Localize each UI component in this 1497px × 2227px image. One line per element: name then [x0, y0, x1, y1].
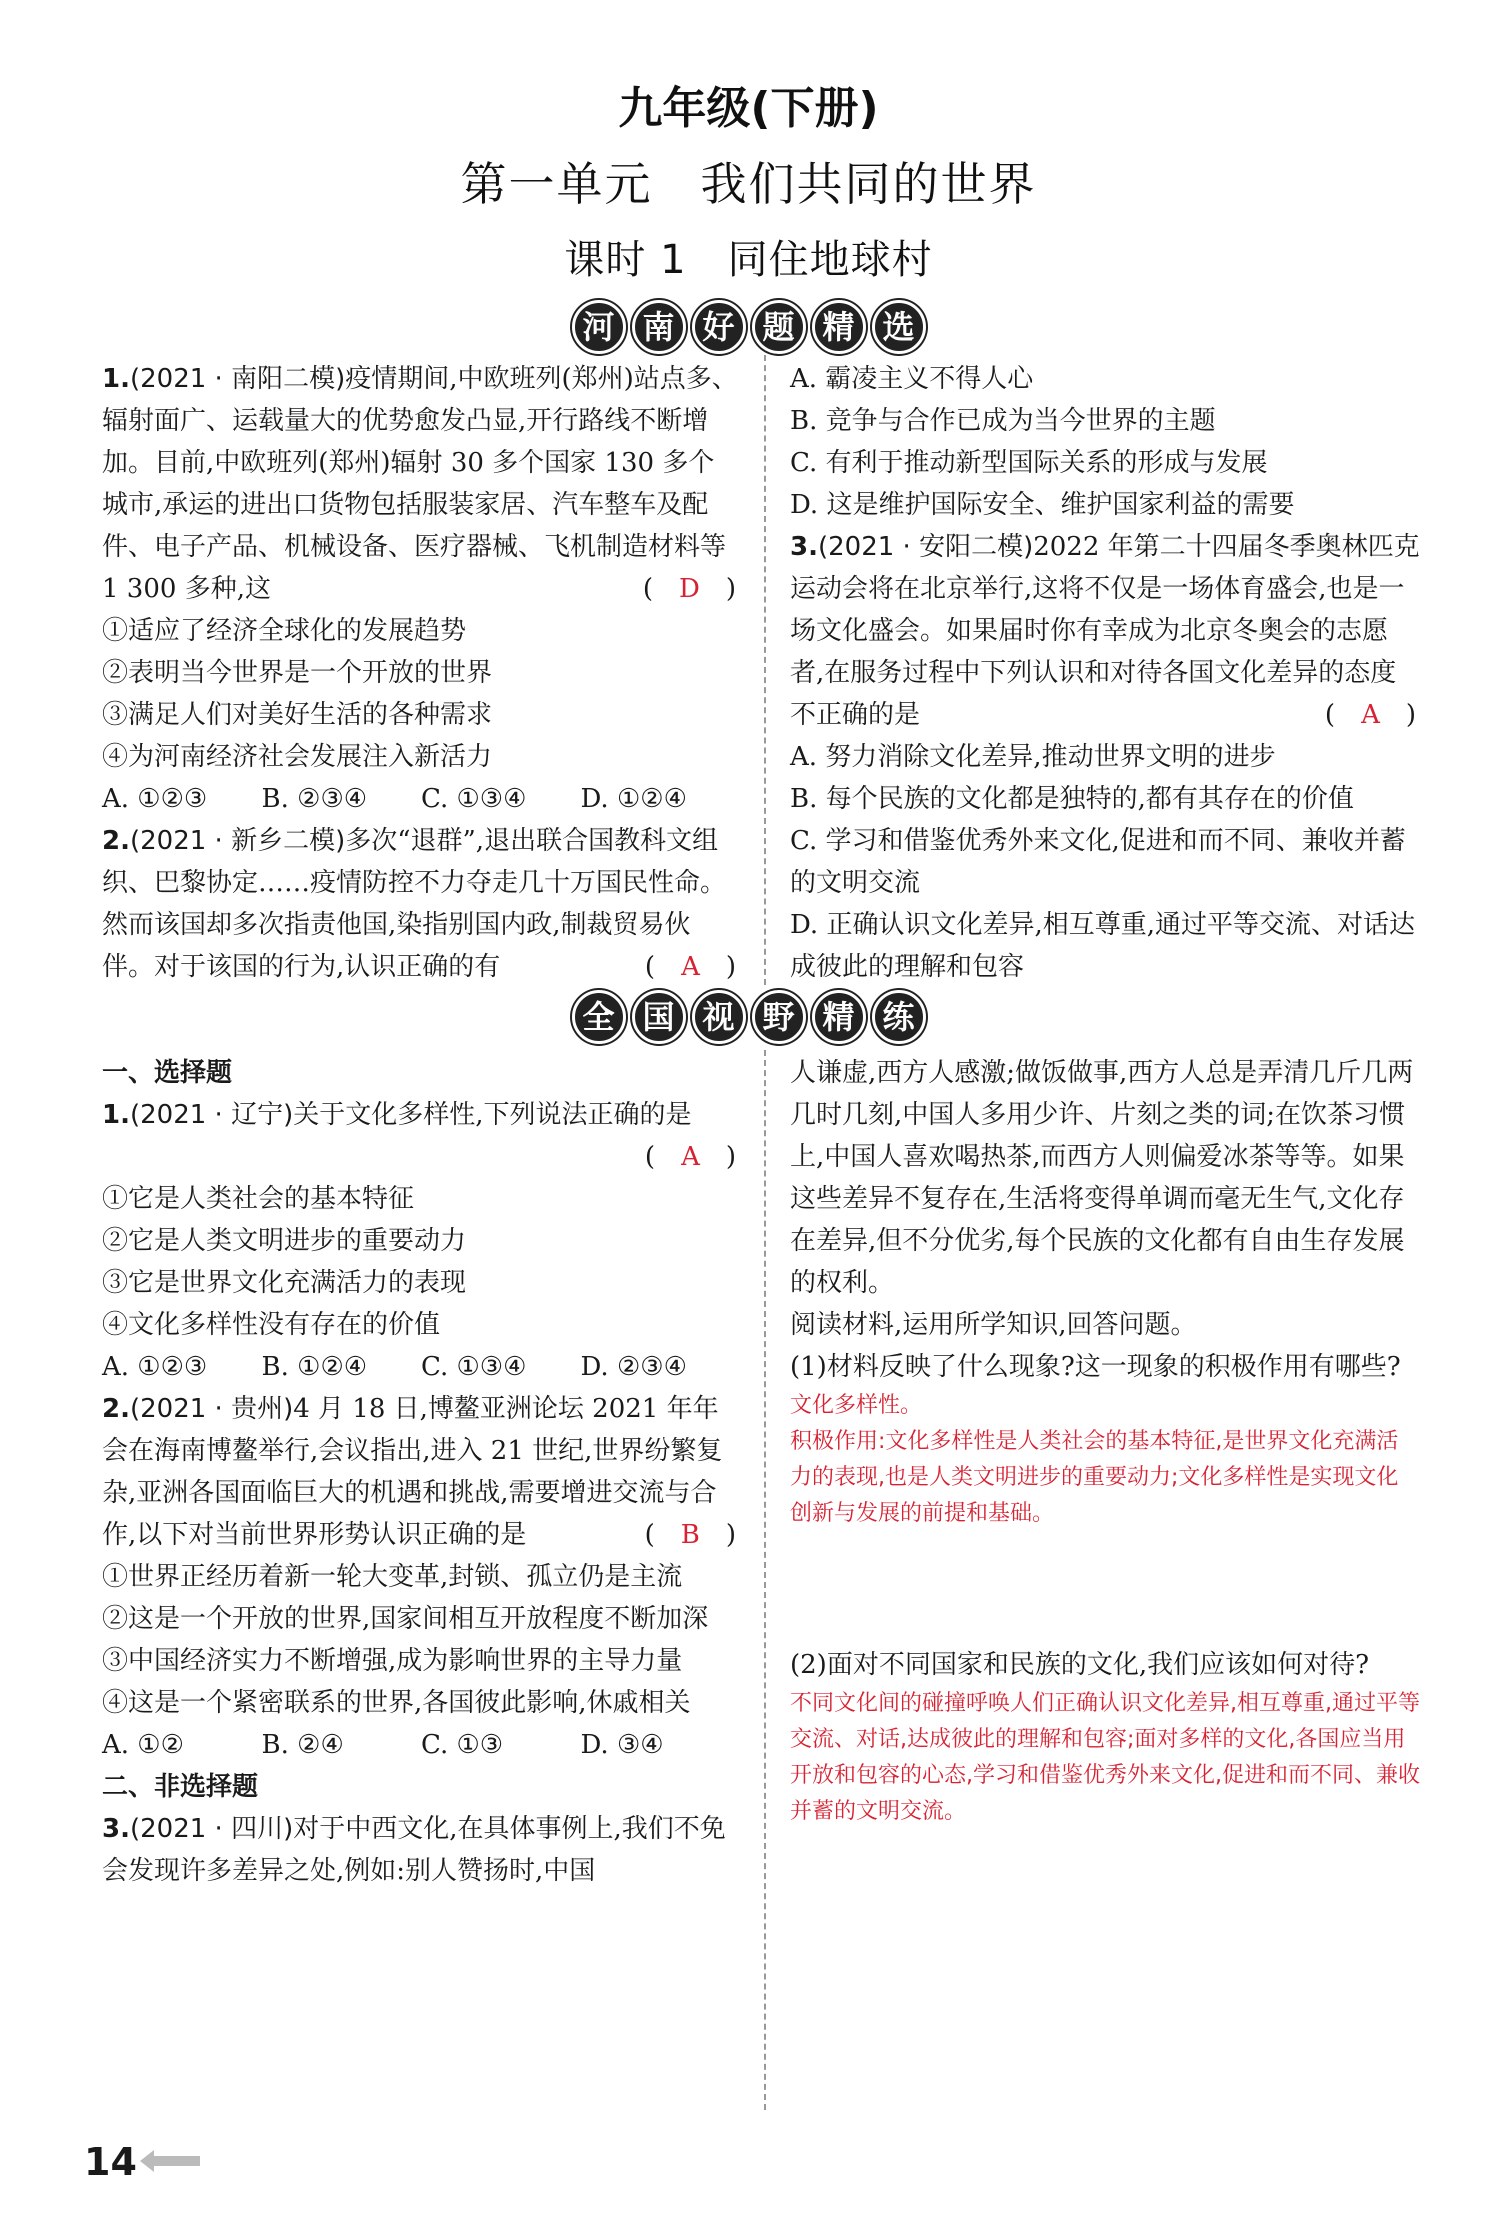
answer-bracket: ( B )	[644, 1520, 736, 1550]
options-row	[102, 778, 740, 820]
handwritten-answer: 文化多样性。	[790, 1393, 923, 1418]
options-row	[102, 1724, 740, 1766]
banner-char: 视	[692, 990, 746, 1044]
column-divider	[764, 355, 766, 985]
question-henan-2: 2.(2021 · 新乡二模)多次“退群”,退出联合国教科文组织、巴黎协定……疫情防控不力夺走几十万国民性命。然而该国却多次指责他国,染指别国内政,制裁贸易伙伴。对于该国的行为,认识正确的有 ( A )	[102, 820, 740, 988]
item: ④为河南经济社会发展注入新活力	[102, 742, 493, 772]
section-heading: 一、选择题	[102, 1058, 233, 1088]
banner-char: 题	[752, 300, 806, 354]
option: C. ①③④	[421, 1352, 527, 1382]
lesson-title: 课时 1 同住地球村	[564, 237, 933, 283]
national-banner	[0, 990, 1497, 1044]
option: B. 竞争与合作已成为当今世界的主题	[790, 406, 1216, 436]
option: C. ①③④	[421, 784, 527, 814]
unit-title: 第一单元 我们共同的世界	[460, 157, 1037, 211]
section-heading: 二、非选择题	[102, 1772, 259, 1802]
national-left-column	[102, 1052, 740, 1892]
answer-bracket: ( A )	[644, 1142, 736, 1172]
item: ①世界正经历着新一轮大变革,封锁、孤立仍是主流	[102, 1562, 683, 1592]
question-national-1: 1.(2021 · 辽宁)关于文化多样性,下列说法正确的是	[102, 1100, 692, 1130]
banner-char: 练	[872, 990, 926, 1044]
banner-char: 精	[812, 990, 866, 1044]
banner-char: 南	[632, 300, 686, 354]
option: A. ①②	[102, 1730, 184, 1760]
question-national-3: 3.(2021 · 四川)对于中西文化,在具体事例上,我们不免会发现许多差异之处,例如:别人赞扬时,中国	[102, 1814, 726, 1886]
item: ①适应了经济全球化的发展趋势	[102, 616, 467, 646]
item: ③它是世界文化充满活力的表现	[102, 1268, 467, 1298]
answer-bracket: ( A )	[1324, 700, 1416, 730]
national-right-column	[790, 1052, 1420, 1830]
item: ①它是人类社会的基本特征	[102, 1184, 415, 1214]
banner-char: 河	[572, 300, 626, 354]
henan-banner	[0, 300, 1497, 354]
item: ②表明当今世界是一个开放的世界	[102, 658, 493, 688]
option: A. 努力消除文化差异,推动世界文明的进步	[790, 742, 1276, 772]
material-text: 人谦虚,西方人感激;做饭做事,西方人总是弄清几斤几两几时几刻,中国人多用少许、片刻之类的词;在饮茶习惯上,中国人喜欢喝热茶,而西方人则偏爱冰茶等等。如果这些差异不复存在,生活将变得单调而毫无生气,文化存在差异,但不分优劣,每个民族的文化都有自由生存发展的权利。	[790, 1058, 1414, 1298]
arrow-left-icon	[140, 2150, 200, 2172]
henan-left-column	[102, 358, 740, 988]
option: D. 这是维护国际安全、维护国家利益的需要	[790, 490, 1295, 520]
item: ③中国经济实力不断增强,成为影响世界的主导力量	[102, 1646, 683, 1676]
handwritten-answer: 不同文化间的碰撞呼唤人们正确认识文化差异,相互尊重,通过平等交流、对话,达成彼此的理解和包容;面对多样的文化,各国应当用开放和包容的心态,学习和借鉴优秀外来文化,促进和而不同、兼收并蓄的文明交流。	[790, 1691, 1420, 1824]
question-henan-1: 1.(2021 · 南阳二模)疫情期间,中欧班列(郑州)站点多、辐射面广、运载量大的优势愈发凸显,开行路线不断增加。目前,中欧班列(郑州)辐射 30 多个国家 130 多个城市,承运的进出口货物包括服装家居、汽车整车及配件、电子产品、机械设备、医疗器械、飞机制造材料等 1 300 多种,这 ( D )	[102, 358, 740, 610]
answer-bracket: ( D )	[642, 574, 736, 604]
banner-char: 野	[752, 990, 806, 1044]
option: B. ①②④	[261, 1352, 368, 1382]
banner-char: 精	[812, 300, 866, 354]
option: D. ①②④	[580, 784, 687, 814]
instruction: 阅读材料,运用所学知识,回答问题。	[790, 1310, 1197, 1340]
banner-char: 国	[632, 990, 686, 1044]
item: ②这是一个开放的世界,国家间相互开放程度不断加深	[102, 1604, 709, 1634]
answer-bracket: ( A )	[644, 952, 736, 982]
item: ④文化多样性没有存在的价值	[102, 1310, 441, 1340]
option: B. ②④	[261, 1730, 344, 1760]
options-row	[102, 1346, 740, 1388]
column-divider	[764, 1050, 766, 2110]
option: A. ①②③	[102, 1352, 208, 1382]
sub-question-1: (1)材料反映了什么现象?这一现象的积极作用有哪些?	[790, 1352, 1401, 1382]
option: B. 每个民族的文化都是独特的,都有其存在的价值	[790, 784, 1354, 814]
question-henan-3: 3.(2021 · 安阳二模)2022 年第二十四届冬季奥林匹克运动会将在北京举行,这将不仅是一场体育盛会,也是一场文化盛会。如果届时你有幸成为北京冬奥会的志愿者,在服务过程中下列认识和对待各国文化差异的态度不正确的是 ( A )	[790, 526, 1420, 736]
option: B. ②③④	[261, 784, 368, 814]
banner-char: 好	[692, 300, 746, 354]
page-number: 14	[84, 2140, 137, 2184]
option: C. ①③	[421, 1730, 504, 1760]
option: D. 正确认识文化差异,相互尊重,通过平等交流、对话达成彼此的理解和包容	[790, 910, 1415, 982]
option: C. 学习和借鉴优秀外来文化,促进和而不同、兼收并蓄的文明交流	[790, 826, 1406, 898]
handwritten-answer: 积极作用:文化多样性是人类社会的基本特征,是世界文化充满活力的表现,也是人类文明进步的重要动力;文化多样性是实现文化创新与发展的前提和基础。	[790, 1429, 1399, 1526]
item: ③满足人们对美好生活的各种需求	[102, 700, 493, 730]
question-national-2: 2.(2021 · 贵州)4 月 18 日,博鳌亚洲论坛 2021 年年会在海南博鳌举行,会议指出,进入 21 世纪,世界纷繁复杂,亚洲各国面临巨大的机遇和挑战,需要增进交流与合作,以下对当前世界形势认识正确的是 ( B )	[102, 1388, 740, 1556]
option: A. ①②③	[102, 784, 208, 814]
option: C. 有利于推动新型国际关系的形成与发展	[790, 448, 1268, 478]
banner-char: 选	[872, 300, 926, 354]
option: D. ②③④	[580, 1352, 687, 1382]
item: ④这是一个紧密联系的世界,各国彼此影响,休戚相关	[102, 1688, 691, 1718]
sub-question-2: (2)面对不同国家和民族的文化,我们应该如何对待?	[790, 1650, 1370, 1680]
grade-title: 九年级(下册)	[618, 83, 879, 134]
henan-right-column	[790, 358, 1420, 988]
item: ②它是人类文明进步的重要动力	[102, 1226, 467, 1256]
banner-char: 全	[572, 990, 626, 1044]
option: A. 霸凌主义不得人心	[790, 364, 1034, 394]
option: D. ③④	[580, 1730, 664, 1760]
